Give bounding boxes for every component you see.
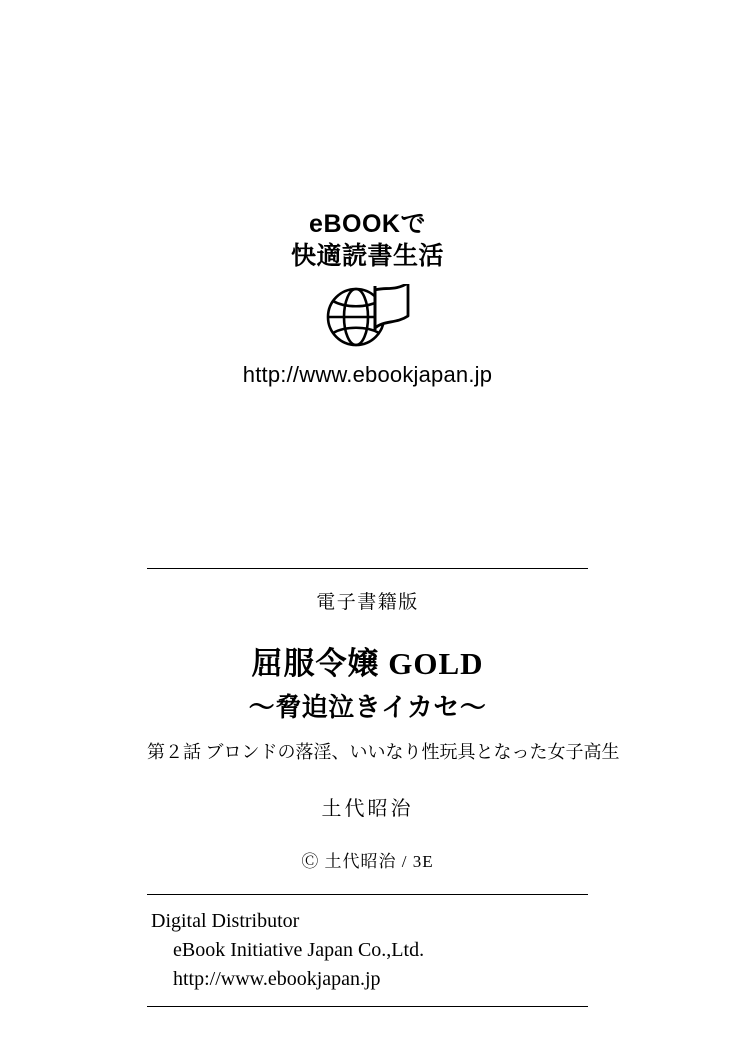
globe-with-flag-icon xyxy=(0,284,735,350)
chapter-title: 第２話 ブロンドの落淫、いいなり性玩具となった女子高生 xyxy=(147,742,620,762)
divider-top xyxy=(147,568,588,569)
edition-label: 電子書籍版 xyxy=(316,592,419,613)
book-title: 屈服令嬢 GOLD xyxy=(251,646,484,681)
divider-bottom xyxy=(147,1006,588,1007)
distributor-block xyxy=(147,907,588,994)
copyright-notice: Ⓒ 土代昭治 / 3E xyxy=(301,852,434,871)
distributor-name: eBook Initiative Japan Co.,Ltd. xyxy=(173,939,425,961)
distributor-url: http://www.ebookjapan.jp xyxy=(173,968,381,990)
colophon-block xyxy=(147,568,620,1007)
logo-tagline-line2: 快適読書生活 xyxy=(290,242,444,270)
logo-url: http://www.ebookjapan.jp xyxy=(242,362,493,387)
distributor-label: Digital Distributor xyxy=(151,910,300,932)
ebookjapan-logo-block xyxy=(0,208,735,388)
author-name: 土代昭治 xyxy=(321,798,414,820)
divider-middle xyxy=(147,894,588,895)
logo-tagline-line1: eBOOKで xyxy=(309,210,426,238)
book-subtitle: 〜脅迫泣きイカセ〜 xyxy=(248,693,487,722)
